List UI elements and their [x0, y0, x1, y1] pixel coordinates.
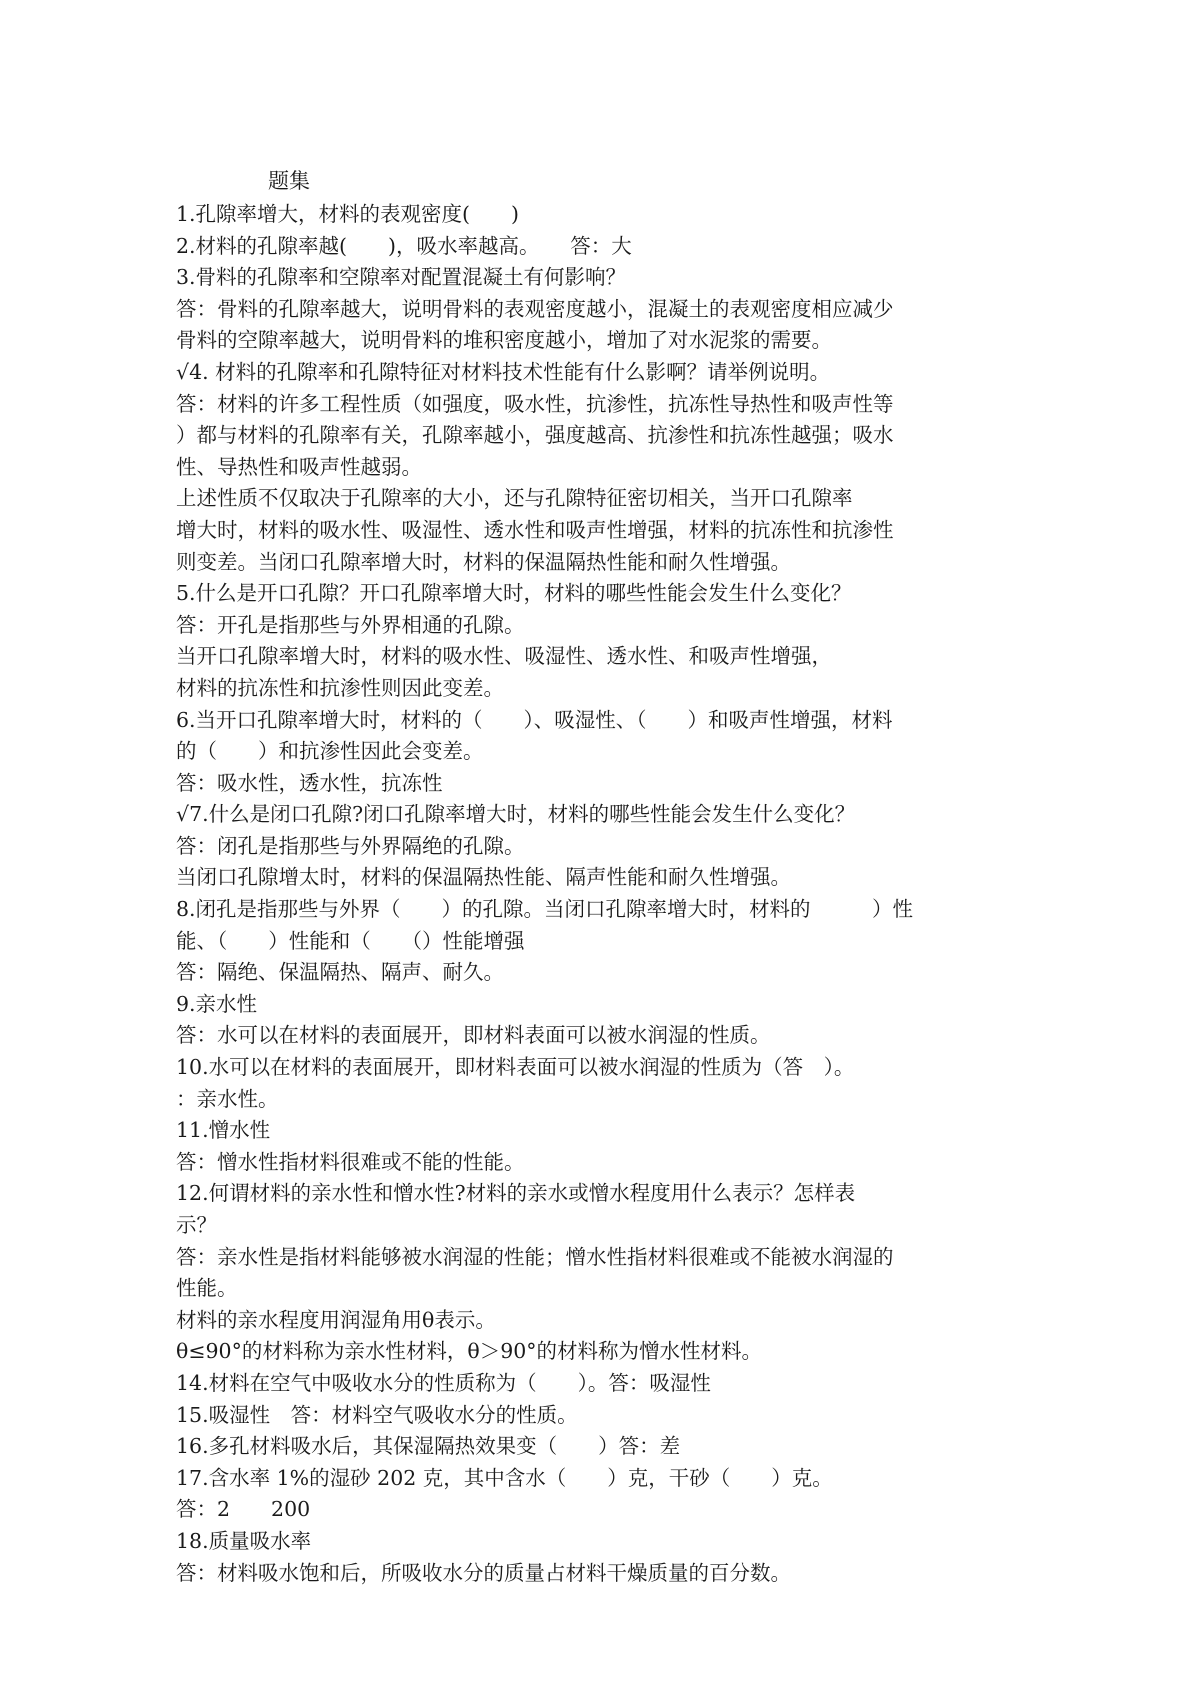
- text-line: 答：开孔是指那些与外界相通的孔隙。: [176, 612, 525, 637]
- text-line: √7.什么是闭口孔隙?闭口孔隙率增大时，材料的哪些性能会发生什么变化？: [176, 802, 856, 827]
- text-line: 材料的亲水程度用润湿角用θ表示。: [176, 1307, 496, 1332]
- text-line: 答：隔绝、保温隔热、隔声、耐久。: [176, 960, 504, 985]
- text-line: 答：2 200: [176, 1497, 311, 1522]
- text-line: 1.孔隙率增大，材料的表观密度( ): [176, 202, 520, 226]
- text-line: 3.骨料的孔隙率和空隙率对配置混凝土有何影响？: [176, 265, 627, 290]
- text-line: θ≤90°的材料称为亲水性材料，θ＞90°的材料称为憎水性材料。: [176, 1339, 763, 1364]
- text-line: 骨料的空隙率越大，说明骨料的堆积密度越小，增加了对水泥浆的需要。: [176, 328, 832, 353]
- text-line: √4. 材料的孔隙率和孔隙特征对材料技术性能有什么影啊？请举例说明。: [176, 359, 831, 384]
- text-line: 能、（ ）性能和（ （）性能增强: [176, 928, 525, 953]
- text-line: 答：闭孔是指那些与外界隔绝的孔隙。: [176, 833, 525, 858]
- text-line: 的（ ）和抗渗性因此会变差。: [176, 739, 484, 764]
- text-line: 8.闭孔是指那些与外界（ ）的孔隙。当闭口孔隙率增大时，材料的 ）性: [176, 897, 914, 922]
- text-line: 答：骨料的孔隙率越大，说明骨料的表观密度越小，混凝土的表观密度相应减少: [176, 296, 894, 321]
- text-line: 增大时，材料的吸水性、吸湿性、透水性和吸声性增强，材料的抗冻性和抗渗性: [176, 517, 894, 542]
- text-line: 当闭口孔隙增太时，材料的保温隔热性能、隔声性能和耐久性增强。: [176, 865, 791, 890]
- text-line: 性能。: [176, 1276, 238, 1301]
- text-line: 答：水可以在材料的表面展开，即材料表面可以被水润湿的性质。: [176, 1023, 771, 1048]
- text-line: 10.水可以在材料的表面展开，即材料表面可以被水润湿的性质为（答 ）。: [176, 1055, 855, 1080]
- text-line: 答：亲水性是指材料能够被水润湿的性能；憎水性指材料很难或不能被水润湿的: [176, 1244, 894, 1269]
- text-line: 11.憎水性: [176, 1118, 271, 1143]
- text-line: 答：材料吸水饱和后，所吸收水分的质量占材料干燥质量的百分数。: [176, 1560, 791, 1585]
- text-line: 17.含水率 1%的湿砂 202 克，其中含水（ ）克，干砂（ ）克。: [176, 1465, 833, 1490]
- document-body: [176, 199, 1036, 1589]
- text-line: 5.什么是开口孔隙？开口孔隙率增大时，材料的哪些性能会发生什么变化？: [176, 581, 852, 606]
- text-line: 9.亲水性: [176, 991, 258, 1016]
- text-line: ：亲水性。: [176, 1086, 279, 1111]
- text-line: 材料的抗冻性和抗渗性则因此变差。: [176, 675, 504, 700]
- text-line: 2.材料的孔隙率越( )，吸水率越高。 答：大: [176, 233, 632, 258]
- text-line: 15.吸湿性 答：材料空气吸收水分的性质。: [176, 1402, 578, 1427]
- text-line: ）都与材料的孔隙率有关，孔隙率越小，强度越高、抗渗性和抗冻性越强；吸水: [176, 423, 894, 448]
- text-line: 性、导热性和吸声性越弱。: [176, 454, 422, 479]
- text-line: 18.质量吸水率: [176, 1528, 312, 1553]
- document-title: 题集: [268, 169, 310, 193]
- text-line: 则变差。当闭口孔隙率增大时，材料的保温隔热性能和耐久性增强。: [176, 549, 791, 574]
- text-line: 6.当开口孔隙率增大时，材料的（ ）、吸湿性、（ ）和吸声性增强，材料: [176, 707, 893, 732]
- text-line: 答：憎水性指材料很难或不能的性能。: [176, 1149, 525, 1174]
- text-line: 答：吸水性，透水性，抗冻性: [176, 770, 443, 795]
- text-line: 12.何谓材料的亲水性和憎水性?材料的亲水或憎水程度用什么表示？怎样表: [176, 1181, 856, 1206]
- text-line: 16.多孔材料吸水后，其保湿隔热效果变（ ）答：差: [176, 1434, 681, 1459]
- text-line: 示？: [176, 1213, 217, 1237]
- text-line: 14.材料在空气中吸收水分的性质称为（ ）。答：吸湿性: [176, 1370, 711, 1395]
- text-line: 上述性质不仅取决于孔隙率的大小，还与孔隙特征密切相关，当开口孔隙率: [176, 486, 853, 511]
- text-line: 答：材料的许多工程性质（如强度，吸水性，抗渗性，抗冻性导热性和吸声性等: [176, 391, 894, 416]
- text-line: 当开口孔隙率增大时，材料的吸水性、吸湿性、透水性、和吸声性增强，: [176, 644, 832, 669]
